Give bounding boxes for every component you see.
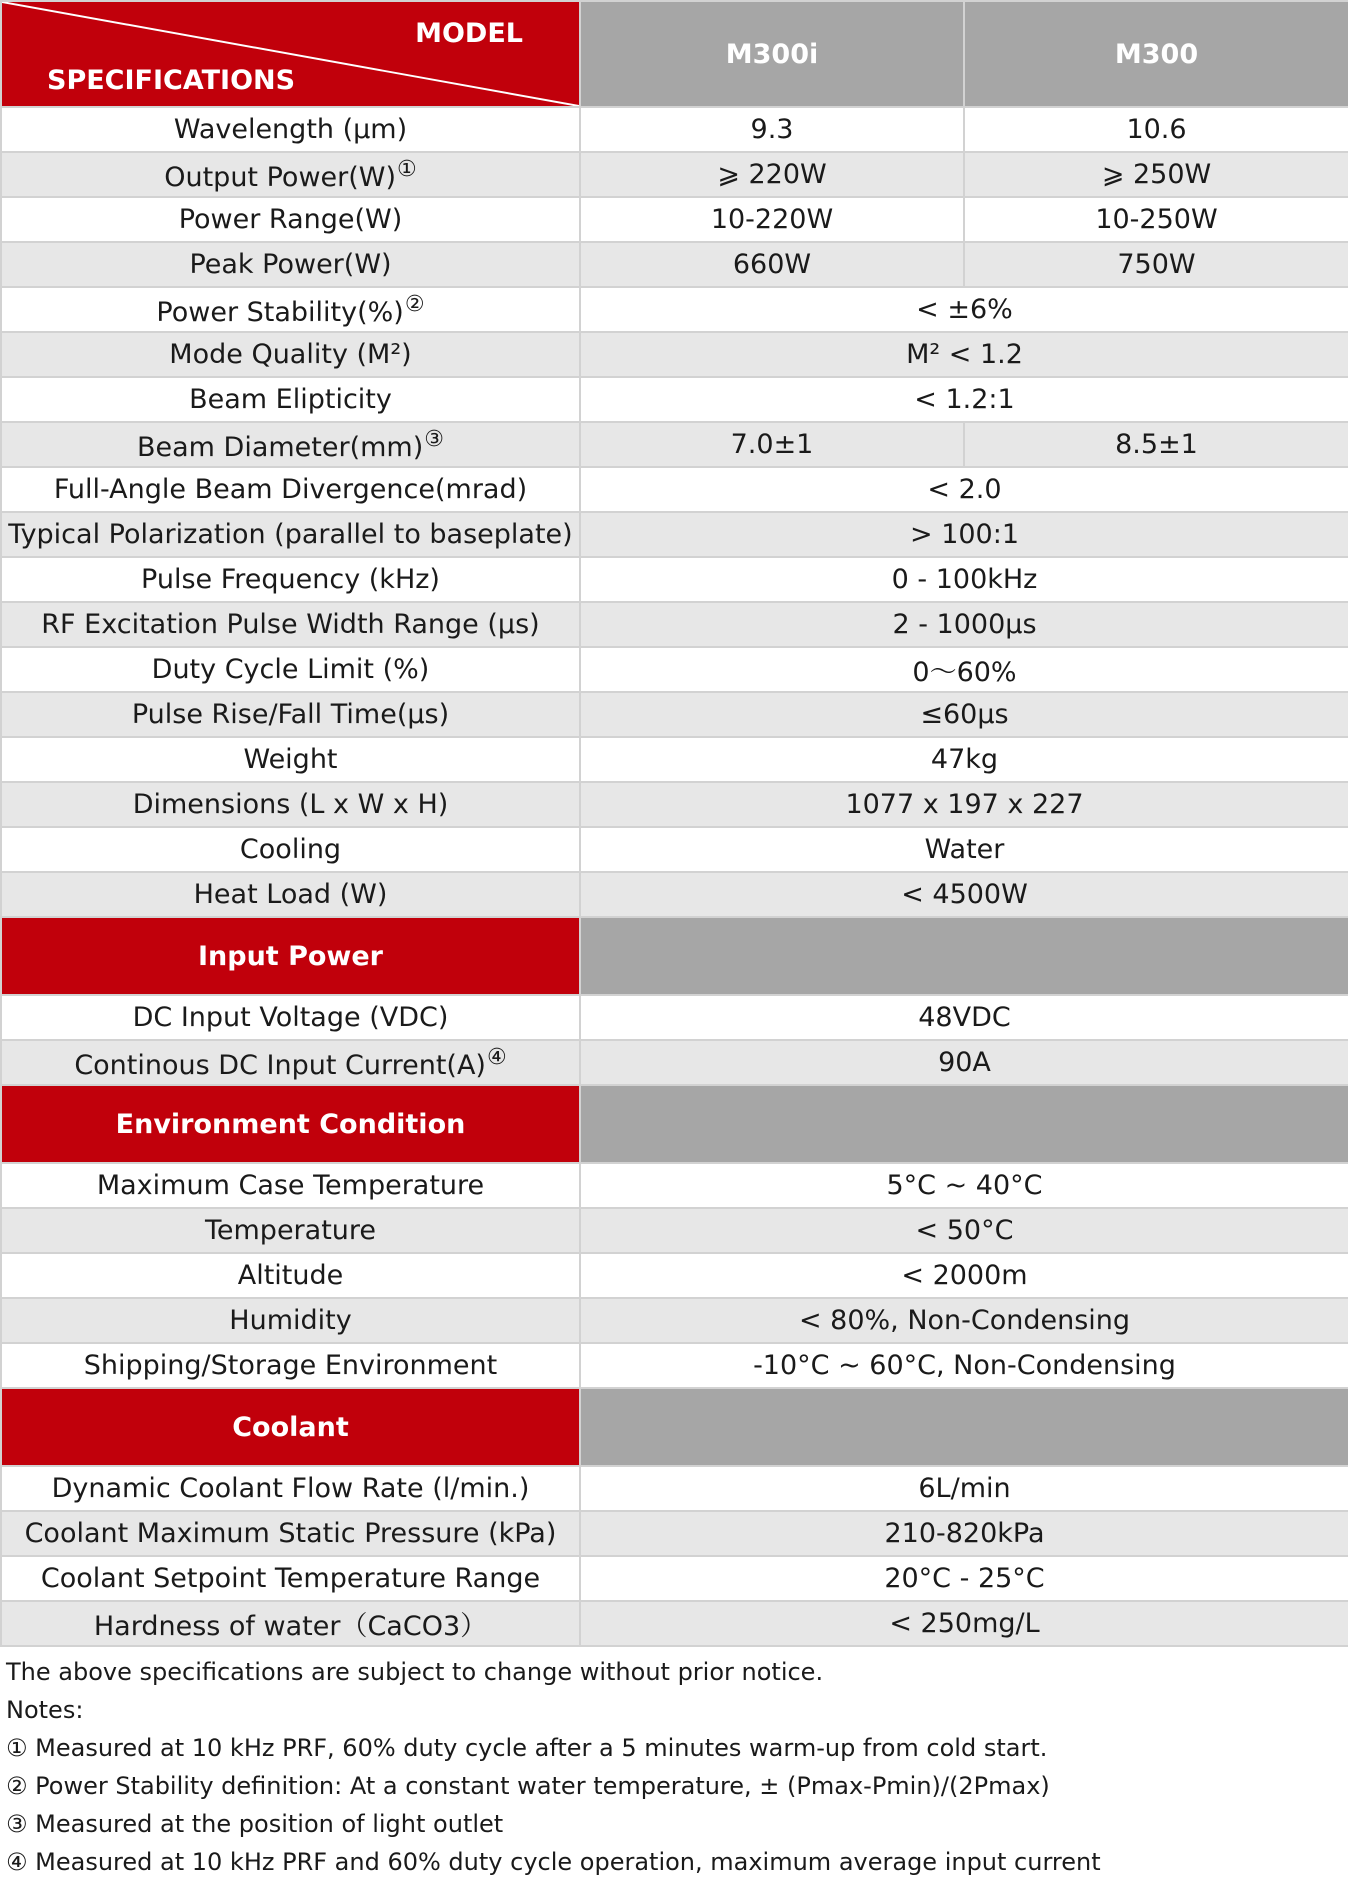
spec-label-cell (1, 422, 580, 467)
spec-label-cell (1, 467, 580, 512)
spec-value-m300: ⩾ 250W (964, 152, 1348, 197)
spec-label-cell (1, 242, 580, 287)
spec-label: Power Range(W) (178, 204, 403, 235)
table-row (1, 827, 1348, 872)
spec-label: Weight (243, 744, 338, 775)
spec-label: Peak Power(W) (189, 249, 392, 280)
spec-label-cell (1, 1163, 580, 1208)
spec-value-shared: 0～60% (580, 647, 1348, 692)
spec-value-shared: < 4500W (580, 872, 1348, 917)
section-title: Input Power (1, 917, 580, 995)
spec-label-cell (1, 107, 580, 152)
table-row (1, 1163, 1348, 1208)
model-m300-header: M300 (964, 1, 1348, 107)
spec-label-cell (1, 602, 580, 647)
spec-value-m300: 10.6 (964, 107, 1348, 152)
spec-label: Pulse Frequency (kHz) (141, 564, 440, 595)
spec-label: Full-Angle Beam Divergence(mrad) (53, 474, 528, 505)
note-item: ③ Measured at the position of light outlet (6, 1810, 504, 1838)
table-header-row (1, 1, 1348, 107)
table-row (1, 1511, 1348, 1556)
spec-label: Duty Cycle Limit (%) (151, 654, 430, 685)
spec-label: Dynamic Coolant Flow Rate (l/min.) (51, 1473, 530, 1504)
table-row (1, 1040, 1348, 1085)
spec-label: Power Stability(%) (156, 296, 404, 328)
spec-label: Hardness of water（CaCO3） (93, 1611, 488, 1642)
note-marker: ③ (424, 426, 445, 452)
spec-label-cell (1, 995, 580, 1040)
spec-label: Shipping/Storage Environment (83, 1350, 498, 1381)
table-row (1, 377, 1348, 422)
spec-label-cell (1, 377, 580, 422)
spec-label-cell (1, 1208, 580, 1253)
spec-label-cell (1, 647, 580, 692)
note-item: ④ Measured at 10 kHz PRF and 60% duty cycle operation, maximum average input current (6, 1848, 1101, 1876)
spec-label: Altitude (237, 1260, 344, 1291)
spec-label-cell (1, 1298, 580, 1343)
spec-label-cell (1, 1343, 580, 1388)
model-m300i-header: M300i (580, 1, 964, 107)
spec-value-m300i: 9.3 (580, 107, 964, 152)
spec-value-m300i: 10-220W (580, 197, 964, 242)
note-item: ① Measured at 10 kHz PRF, 60% duty cycle after a 5 minutes warm-up from cold start. (6, 1734, 1048, 1762)
footer-notes (0, 1647, 1348, 1881)
spec-value-shared: 210-820kPa (580, 1511, 1348, 1556)
spec-value-shared: < 1.2:1 (580, 377, 1348, 422)
spec-label: Beam Diameter(mm) (136, 431, 424, 463)
table-row (1, 1253, 1348, 1298)
spec-label: Wavelength (μm) (173, 114, 408, 145)
spec-label-cell (1, 1511, 580, 1556)
spec-value-m300i: ⩾ 220W (580, 152, 964, 197)
disclaimer-text: The above specifications are subject to change without prior notice. (6, 1658, 824, 1686)
table-row (1, 467, 1348, 512)
table-row (1, 1208, 1348, 1253)
spec-value-m300: 750W (964, 242, 1348, 287)
spec-label-cell (1, 1040, 580, 1085)
spec-label-cell (1, 152, 580, 197)
spec-value-shared: ≤60μs (580, 692, 1348, 737)
spec-label-cell (1, 1601, 580, 1646)
table-row (1, 422, 1348, 467)
table-row (1, 602, 1348, 647)
spec-label-cell (1, 827, 580, 872)
section-header-fill (580, 1388, 1348, 1466)
spec-label-cell (1, 692, 580, 737)
spec-label-cell (1, 872, 580, 917)
spec-value-shared: Water (580, 827, 1348, 872)
section-header-fill (580, 1085, 1348, 1163)
spec-label: Mode Quality (M²) (169, 339, 412, 370)
table-row (1, 1466, 1348, 1511)
spec-value-shared: 1077 x 197 x 227 (580, 782, 1348, 827)
table-row (1, 332, 1348, 377)
spec-label: RF Excitation Pulse Width Range (μs) (41, 609, 540, 640)
spec-value-m300i: 660W (580, 242, 964, 287)
spec-label-cell (1, 1253, 580, 1298)
model-label: MODEL (415, 18, 523, 49)
spec-value-shared: 47kg (580, 737, 1348, 782)
spec-label: DC Input Voltage (VDC) (132, 1002, 449, 1033)
table-row (1, 647, 1348, 692)
spec-value-shared: 90A (580, 1040, 1348, 1085)
table-row (1, 1343, 1348, 1388)
spec-label: Heat Load (W) (193, 879, 388, 910)
spec-value-shared: 48VDC (580, 995, 1348, 1040)
specifications-label: SPECIFICATIONS (47, 65, 296, 96)
spec-value-m300: 10-250W (964, 197, 1348, 242)
spec-label: Cooling (239, 834, 342, 865)
spec-label-cell (1, 782, 580, 827)
spec-label-cell (1, 287, 580, 332)
spec-label: Temperature (204, 1215, 377, 1246)
table-row (1, 1556, 1348, 1601)
section-header-row (1, 1388, 1348, 1466)
section-title: Coolant (1, 1388, 580, 1466)
table-row (1, 242, 1348, 287)
section-header-fill (580, 917, 1348, 995)
spec-value-shared: 2 - 1000μs (580, 602, 1348, 647)
header-corner-cell (1, 1, 580, 107)
table-row (1, 692, 1348, 737)
spec-label: Coolant Maximum Static Pressure (kPa) (24, 1518, 557, 1549)
spec-label-cell (1, 197, 580, 242)
spec-label: Dimensions (L x W x H) (132, 789, 449, 820)
spec-value-shared: < 80%, Non-Condensing (580, 1298, 1348, 1343)
note-item: ② Power Stability definition: At a constant water temperature, ± (Pmax-Pmin)/(2Pmax) (6, 1772, 1050, 1800)
spec-label: Output Power(W) (164, 161, 397, 193)
table-row (1, 995, 1348, 1040)
table-row (1, 557, 1348, 602)
spec-value-shared: 6L/min (580, 1466, 1348, 1511)
table-row (1, 152, 1348, 197)
spec-value-shared: 5°C ~ 40°C (580, 1163, 1348, 1208)
note-marker: ② (404, 291, 425, 317)
table-row (1, 197, 1348, 242)
table-row (1, 872, 1348, 917)
spec-value-shared: > 100:1 (580, 512, 1348, 557)
spec-label-cell (1, 557, 580, 602)
note-marker: ① (397, 156, 417, 182)
spec-label-cell (1, 1556, 580, 1601)
spec-label: Humidity (229, 1305, 352, 1336)
table-row (1, 107, 1348, 152)
spec-value-shared: < ±6% (580, 287, 1348, 332)
notes-title: Notes: (6, 1696, 84, 1724)
spec-label: Beam Elipticity (189, 384, 392, 415)
note-marker: ④ (486, 1044, 507, 1070)
spec-label-cell (1, 1466, 580, 1511)
spec-label-cell (1, 737, 580, 782)
spec-value-m300i: 7.0±1 (580, 422, 964, 467)
spec-value-m300: 8.5±1 (964, 422, 1348, 467)
section-title: Environment Condition (1, 1085, 580, 1163)
spec-label: Pulse Rise/Fall Time(μs) (131, 699, 450, 730)
section-header-row (1, 917, 1348, 995)
spec-value-shared: 20°C - 25°C (580, 1556, 1348, 1601)
spec-value-shared: < 2000m (580, 1253, 1348, 1298)
spec-label: Coolant Setpoint Temperature Range (40, 1563, 541, 1594)
table-row (1, 737, 1348, 782)
table-row (1, 1601, 1348, 1646)
spec-label-cell (1, 332, 580, 377)
table-row (1, 782, 1348, 827)
spec-value-shared: -10°C ~ 60°C, Non-Condensing (580, 1343, 1348, 1388)
table-row (1, 1298, 1348, 1343)
spec-label: Continous DC Input Current(A) (74, 1049, 486, 1081)
spec-value-shared: < 250mg/L (580, 1601, 1348, 1646)
spec-label: Maximum Case Temperature (96, 1170, 485, 1201)
table-row (1, 512, 1348, 557)
spec-label-cell (1, 512, 580, 557)
section-header-row (1, 1085, 1348, 1163)
spec-value-shared: < 50°C (580, 1208, 1348, 1253)
table-row (1, 287, 1348, 332)
spec-value-shared: 0 - 100kHz (580, 557, 1348, 602)
spec-value-shared: M² < 1.2 (580, 332, 1348, 377)
spec-value-shared: < 2.0 (580, 467, 1348, 512)
spec-label: Typical Polarization (parallel to baseplate) (8, 519, 573, 550)
